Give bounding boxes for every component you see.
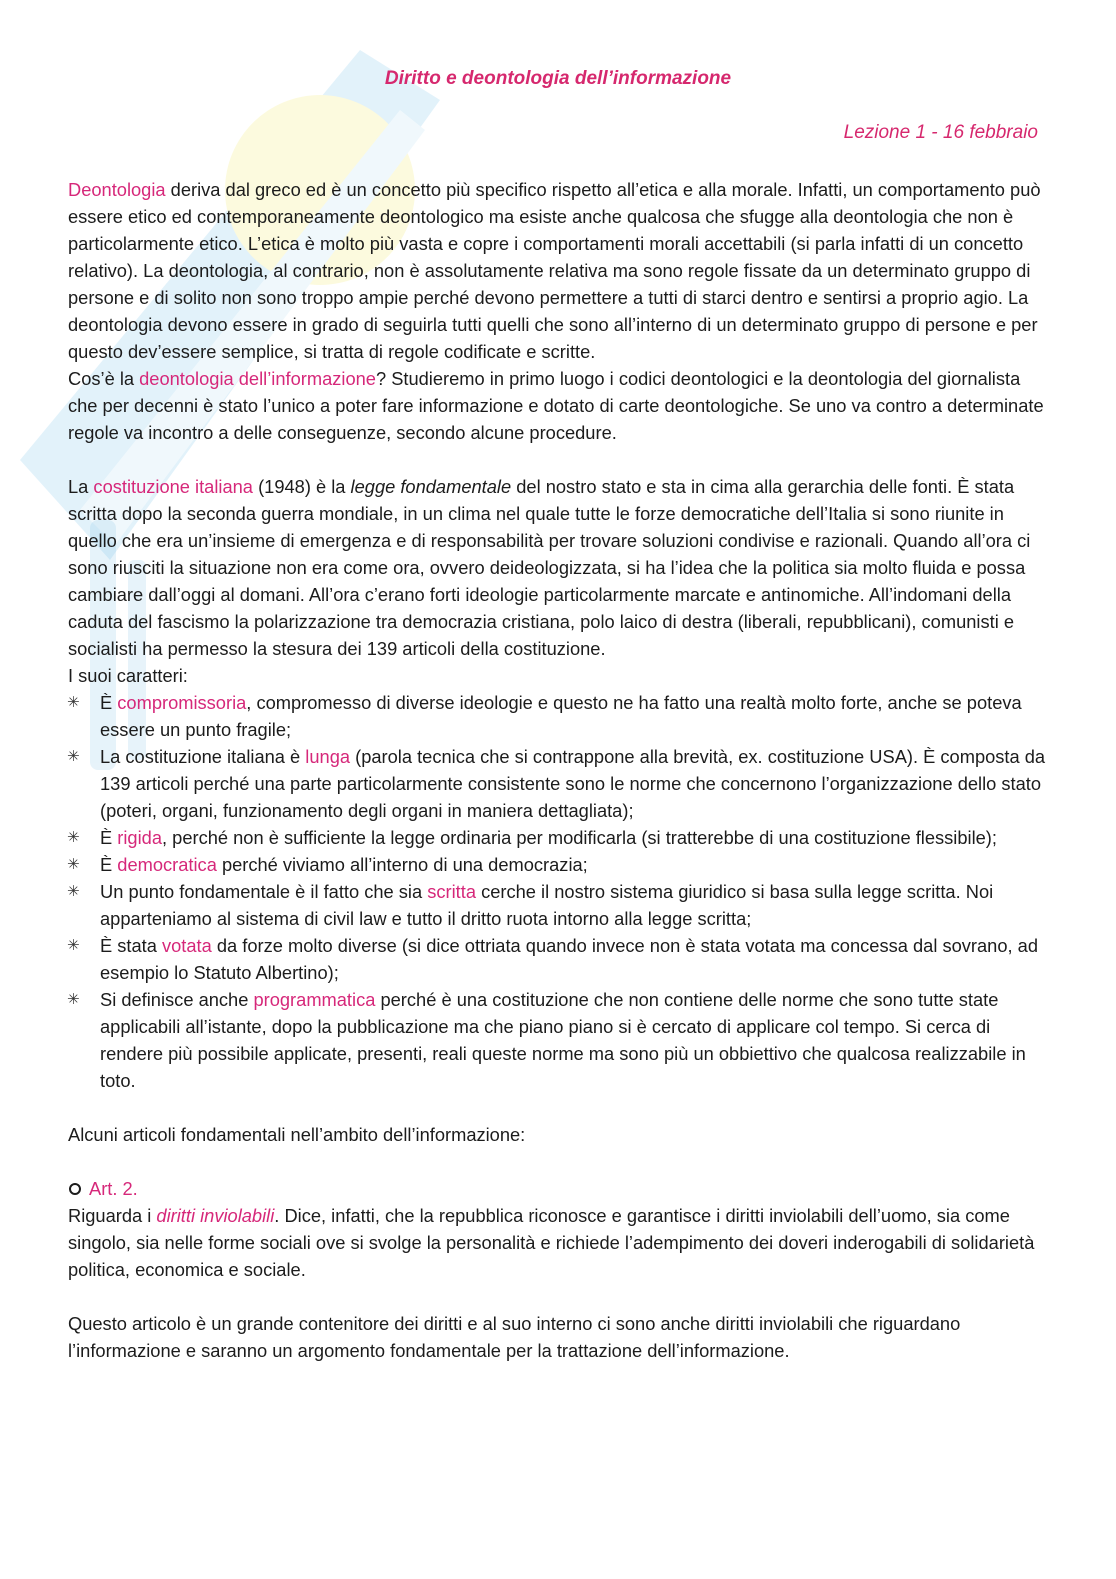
item-text: , compromesso di diverse ideologie e questo ne ha fatto una realtà molto forte, anche se poteva essere un punto fragile; [100, 692, 1022, 740]
ring-bullet-icon [69, 1183, 81, 1195]
paragraph-deontologia-informazione [68, 365, 1048, 446]
document-title: Diritto e deontologia dell’informazione [384, 68, 732, 89]
paragraph-text: deriva dal greco ed è un concetto più specifico rispetto all’etica e alla morale. Infatti, un comportamento può essere etico ed contemporaneamente deontologico ma esiste anche qualcosa che sfugge alla deontologia che non è particolarmente etico. L’etica è molto più vasta e copre i comportamenti morali accettabili (si parla infatti di un concetto relativo). La deontologia, al contrario, non è assolutamente relativa ma sono regole fissate da un determinato gruppo di persone e di solito non sono troppo ampie perché devono permettere a tutti di starci dentro e sentirsi a proprio agio. La deontologia devono essere in grado di seguirla tutti quelli che sono all’interno di un determinato gruppo di persone e per questo dev’essere semplice, si tratta di regole codificate e scritte. [68, 179, 1041, 362]
item-text: È stata [100, 935, 162, 956]
term-lunga: lunga [305, 746, 351, 767]
item-text: È [100, 692, 118, 713]
asterisk-bullet-icon: ✳ [67, 856, 80, 873]
term-rigida: rigida [117, 827, 162, 848]
paragraph-text: del nostro stato e sta in cima alla gerarchia delle fonti. È stata scritta dopo la seconda guerra mondiale, in un clima nel quale tutte le forze democratiche dell’Italia si sono riunite in quello che era un’insieme di emergenza e di responsabilità per trovare soluzioni condivise e razionali. Quando all’ora ci sono riusciti la situazione non era come ora, ovvero deideologizzata, si ha l’idea che la politica sia molto fluida e possa cambiare dall’oggi al domani. All’ora c’erano forti ideologie particolarmente marcate e antinomiche. All’indomani della caduta del fascismo la polarizzazione tra democrazia cristiana, polo laico di destra (liberali, repubblicani), comunisti e socialisti ha permesso la stesura dei 139 articoli della costituzione. [68, 476, 1031, 659]
articoli-intro: Alcuni articoli fondamentali nell’ambito dell’informazione: [68, 1124, 526, 1145]
lesson-date: Lezione 1 - 16 febbraio [843, 122, 1038, 143]
item-text: da forze molto diverse (si dice ottriata quando invece non è stata votata ma concessa dal sovrano, ad esempio lo Statuto Albertino); [100, 935, 1038, 983]
paragraph-text: . Dice, infatti, che la repubblica riconosce e garantisce i diritti inviolabili dell’uomo, sia come singolo, sia nelle forme sociali ove si svolge la personalità e richiede l’adempimento dei doveri inderogabili di solidarietà politica, economica e sociale. [68, 1205, 1035, 1280]
list-item [68, 743, 1048, 824]
list-item [68, 932, 1048, 986]
art-2-title: Art. 2. [89, 1178, 138, 1199]
item-text: È [100, 854, 118, 875]
term-compromissoria: compromissoria [117, 692, 247, 713]
asterisk-bullet-icon: ✳ [67, 694, 80, 711]
asterisk-bullet-icon: ✳ [67, 883, 80, 900]
item-text: perché è una costituzione che non contiene delle norme che sono tutte state applicabili all’istante, dopo la pubblicazione ma che piano piano si è cercato di applicare col tempo. Si cerca di rendere più possibile applicate, presenti, reali queste norme ma sono più un obbiettivo che qualcosa realizzabile in toto. [100, 989, 1026, 1091]
term-votata: votata [162, 935, 212, 956]
term-democratica: democratica [117, 854, 217, 875]
term-programmatica: programmatica [253, 989, 376, 1010]
caratteri-intro: I suoi caratteri: [68, 665, 188, 686]
asterisk-bullet-icon: ✳ [67, 748, 80, 765]
asterisk-bullet-icon: ✳ [67, 991, 80, 1008]
term-legge-fondamentale: legge fondamentale [350, 476, 512, 497]
list-item [68, 689, 1048, 743]
paragraph-costituzione [68, 473, 1048, 662]
paragraph-text: Cos’è la [68, 368, 140, 389]
item-text: Un punto fondamentale è il fatto che sia [100, 881, 428, 902]
asterisk-bullet-icon: ✳ [67, 829, 80, 846]
term-scritta: scritta [427, 881, 477, 902]
item-text: Si definisce anche [100, 989, 254, 1010]
item-text: (parola tecnica che si contrappone alla brevità, ex. costituzione USA). È composta da 139 articoli perché una parte particolarmente consistente sono le norme che concernono l’organizzazione dello stato (poteri, organi, funzionamento degli organi in maniera dettagliata); [100, 746, 1046, 821]
term-deontologia: Deontologia [68, 179, 166, 200]
caratteri-list [68, 689, 1048, 1094]
list-item [68, 878, 1048, 932]
art-2-heading [68, 1175, 1048, 1202]
paragraph-text: Riguarda i [68, 1205, 157, 1226]
list-item [68, 986, 1048, 1094]
term-diritti-inviolabili: diritti inviolabili [156, 1205, 275, 1226]
art-2-followup: Questo articolo è un grande contenitore dei diritti e al suo interno ci sono anche diritti inviolabili che riguardano l’informazione e saranno un argomento fondamentale per la trattazione dell’informazione. [68, 1313, 961, 1361]
paragraph-text: ? Studieremo in primo luogo i codici deontologici e la deontologia del giornalista che per decenni è stato l’unico a poter fare informazione e dotato di carte deontologiche. Se uno va contro a determinate regole va incontro a delle conseguenze, secondo alcune procedure. [68, 368, 1044, 443]
art-2-paragraph [68, 1202, 1048, 1283]
paragraph-text: La [68, 476, 94, 497]
list-item [68, 824, 1048, 851]
list-item [68, 851, 1048, 878]
item-text: La costituzione italiana è [100, 746, 306, 767]
item-text: , perché non è sufficiente la legge ordinaria per modificarla (si tratterebbe di una costituzione flessibile); [162, 827, 997, 848]
item-text: È [100, 827, 118, 848]
item-text: cerche il nostro sistema giuridico si basa sulla legge scritta. Noi apparteniamo al sistema di civil law e tutto il dritto ruota intorno alla legge scritta; [100, 881, 994, 929]
term-deontologia-informazione: deontologia dell’informazione [139, 368, 376, 389]
item-text: perché viviamo all’interno di una democrazia; [216, 854, 588, 875]
term-costituzione-italiana: costituzione italiana [93, 476, 253, 497]
asterisk-bullet-icon: ✳ [67, 937, 80, 954]
paragraph-deontologia [68, 176, 1048, 365]
paragraph-text: (1948) è la [252, 476, 351, 497]
document-body [68, 176, 1048, 1364]
